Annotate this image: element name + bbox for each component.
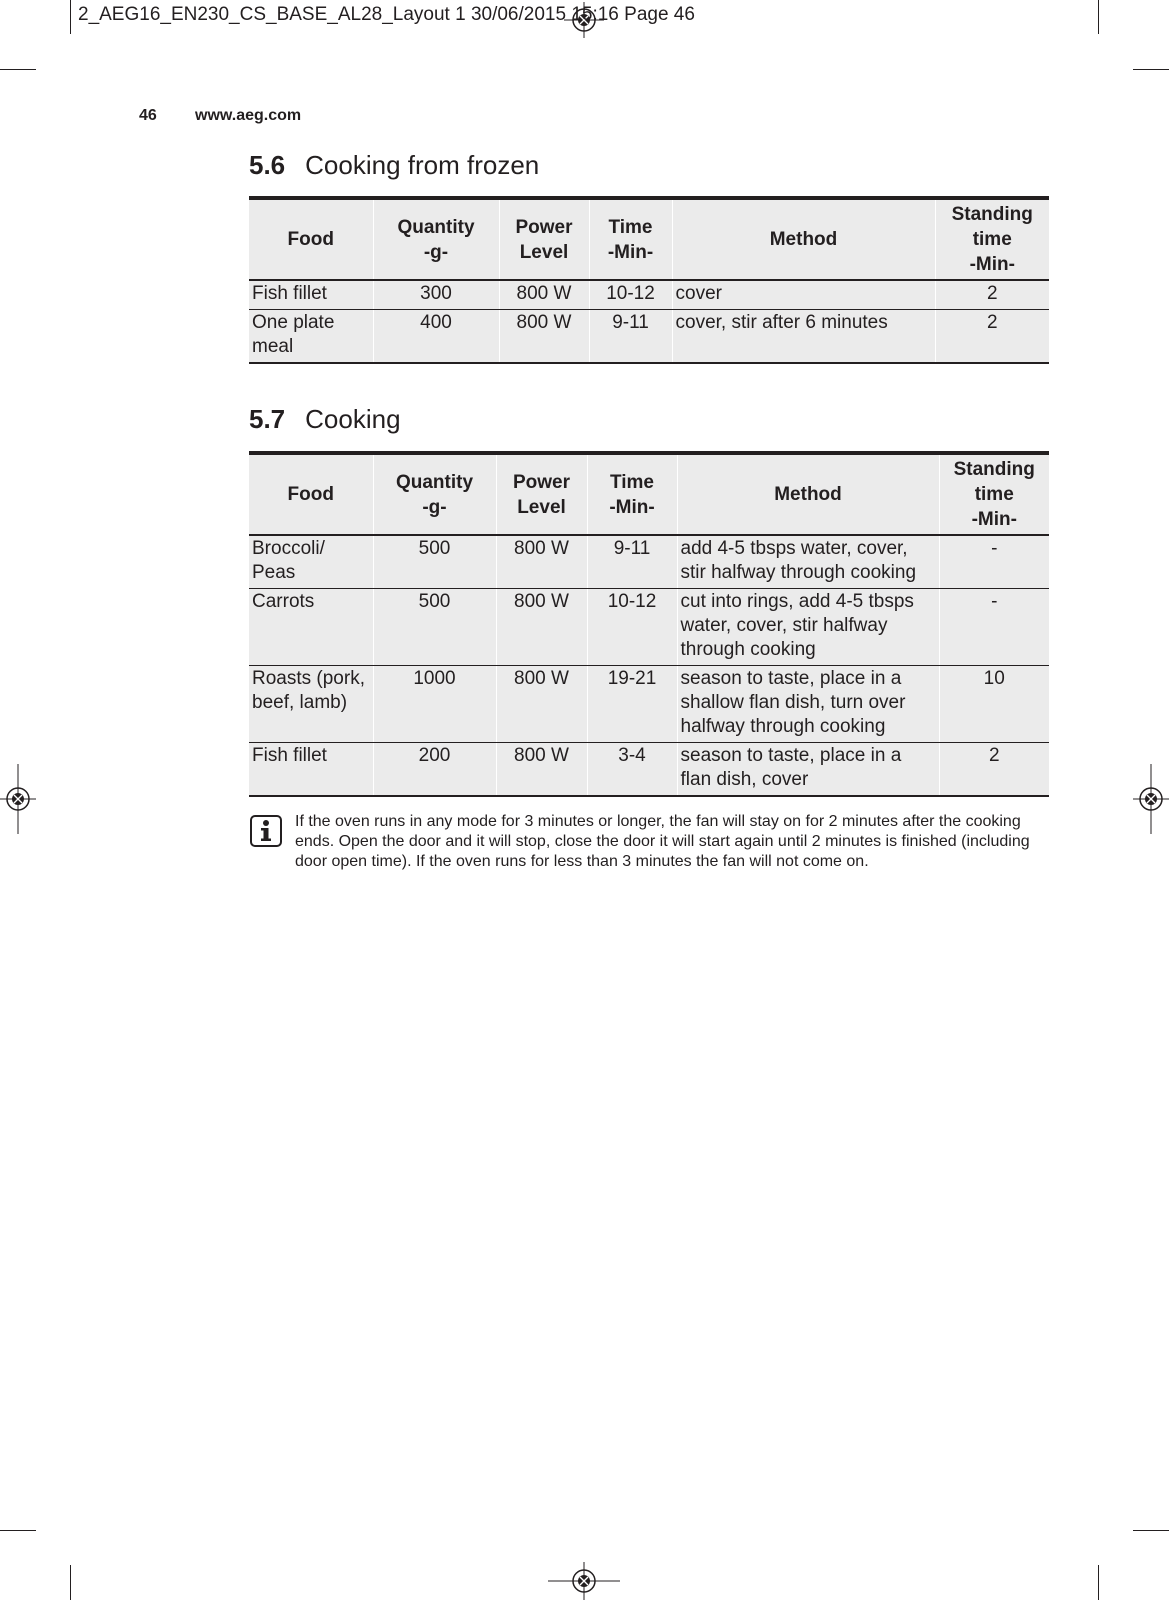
section-number: 5.7 [249, 404, 286, 434]
column-header-method: Method [672, 198, 935, 280]
column-header-standing: Standing time -Min- [939, 453, 1049, 535]
crop-mark [0, 69, 36, 70]
cell-quantity: 300 [373, 280, 499, 310]
table-row [249, 280, 1049, 310]
column-header-power: Power Level [499, 198, 589, 280]
crop-mark [1098, 1565, 1099, 1600]
crop-mark [1133, 1530, 1169, 1531]
cell-time: 9-11 [589, 310, 672, 364]
cooking-table [249, 451, 1049, 797]
cell-time: 10-12 [589, 280, 672, 310]
table-header-row [249, 453, 1049, 535]
cell-method: cut into rings, add 4-5 tbsps water, cover, stir halfway through cooking [677, 589, 939, 666]
info-note-text: If the oven runs in any mode for 3 minutes or longer, the fan will stay on for 2 minutes after the cooking ends. Open the door and it will stop, close the door it will start again until 2 minutes is finished (including door open time). If the oven runs for less than 3 minutes the fan will not come on. [295, 813, 1030, 870]
cell-method: cover [672, 280, 935, 310]
section-heading: Cooking [305, 404, 401, 434]
crop-mark [70, 0, 71, 34]
column-header-power: Power Level [496, 453, 587, 535]
cell-food: Fish fillet [252, 745, 327, 766]
cell-power: 800 W [496, 743, 587, 797]
cell-time: 9-11 [587, 535, 677, 589]
cell-method: cover, stir after 6 minutes [672, 310, 935, 364]
column-header-standing: Standing time -Min- [935, 198, 1049, 280]
cell-power: 800 W [499, 310, 589, 364]
cell-food: Broccoli/ Peas [249, 535, 373, 589]
cell-standing: 2 [935, 310, 1049, 364]
cell-method: season to taste, place in a flan dish, cover [677, 743, 939, 797]
cell-time: 19-21 [587, 666, 677, 743]
cell-standing: 10 [939, 666, 1049, 743]
column-header-food: Food [249, 198, 373, 280]
crop-mark [1133, 69, 1169, 70]
cell-standing: - [939, 535, 1049, 589]
cell-food: Carrots [249, 589, 373, 666]
column-header-time: Time -Min- [587, 453, 677, 535]
crop-mark [1098, 0, 1099, 34]
cell-power: 800 W [496, 666, 587, 743]
cell-standing: - [939, 589, 1049, 666]
cell-power: 800 W [499, 280, 589, 310]
cell-method: add 4-5 tbsps water, cover, stir halfway through cooking [677, 535, 939, 589]
website-url: www.aeg.com [195, 107, 302, 124]
registration-mark-icon [548, 1562, 620, 1600]
cell-standing: 2 [935, 280, 1049, 310]
cell-quantity: 500 [373, 535, 496, 589]
cell-power: 800 W [496, 589, 587, 666]
column-header-quantity: Quantity -g- [373, 453, 496, 535]
column-header-time: Time -Min- [589, 198, 672, 280]
table-row [249, 310, 1049, 364]
cell-standing: 2 [939, 743, 1049, 797]
page-number: 46 [139, 107, 157, 124]
cell-food: Fish fillet [249, 280, 373, 310]
cell-food: One plate meal [252, 312, 335, 357]
cell-quantity: 400 [373, 310, 499, 364]
section-title [249, 404, 401, 435]
crop-mark [70, 1565, 71, 1600]
print-slug: 2_AEG16_EN230_CS_BASE_AL28_Layout 1 30/06/2015 15:16 Page 46 [78, 4, 695, 25]
info-icon [250, 815, 282, 847]
section-number: 5.6 [249, 150, 286, 180]
column-header-quantity: Quantity -g- [373, 198, 499, 280]
cell-time: 10-12 [587, 589, 677, 666]
column-header-food: Food [249, 453, 373, 535]
registration-mark-icon [0, 764, 36, 834]
section-title [249, 150, 539, 181]
table-row [249, 743, 1049, 797]
cell-quantity: 200 [373, 743, 496, 797]
crop-mark [0, 1530, 36, 1531]
table-header-row [249, 198, 1049, 280]
registration-mark-icon [1133, 764, 1169, 834]
cell-time: 3-4 [587, 743, 677, 797]
table-row [249, 589, 1049, 666]
cell-food: Roasts (pork, beef, lamb) [249, 666, 373, 743]
section-heading: Cooking from frozen [305, 150, 540, 180]
cell-method: season to taste, place in a shallow flan dish, turn over halfway through cooking [677, 666, 939, 743]
table-row [249, 666, 1049, 743]
table-row [249, 535, 1049, 589]
cell-quantity: 1000 [373, 666, 496, 743]
cooking-from-frozen-table [249, 196, 1049, 364]
column-header-method: Method [677, 453, 939, 535]
cell-power: 800 W [496, 535, 587, 589]
cell-quantity: 500 [373, 589, 496, 666]
